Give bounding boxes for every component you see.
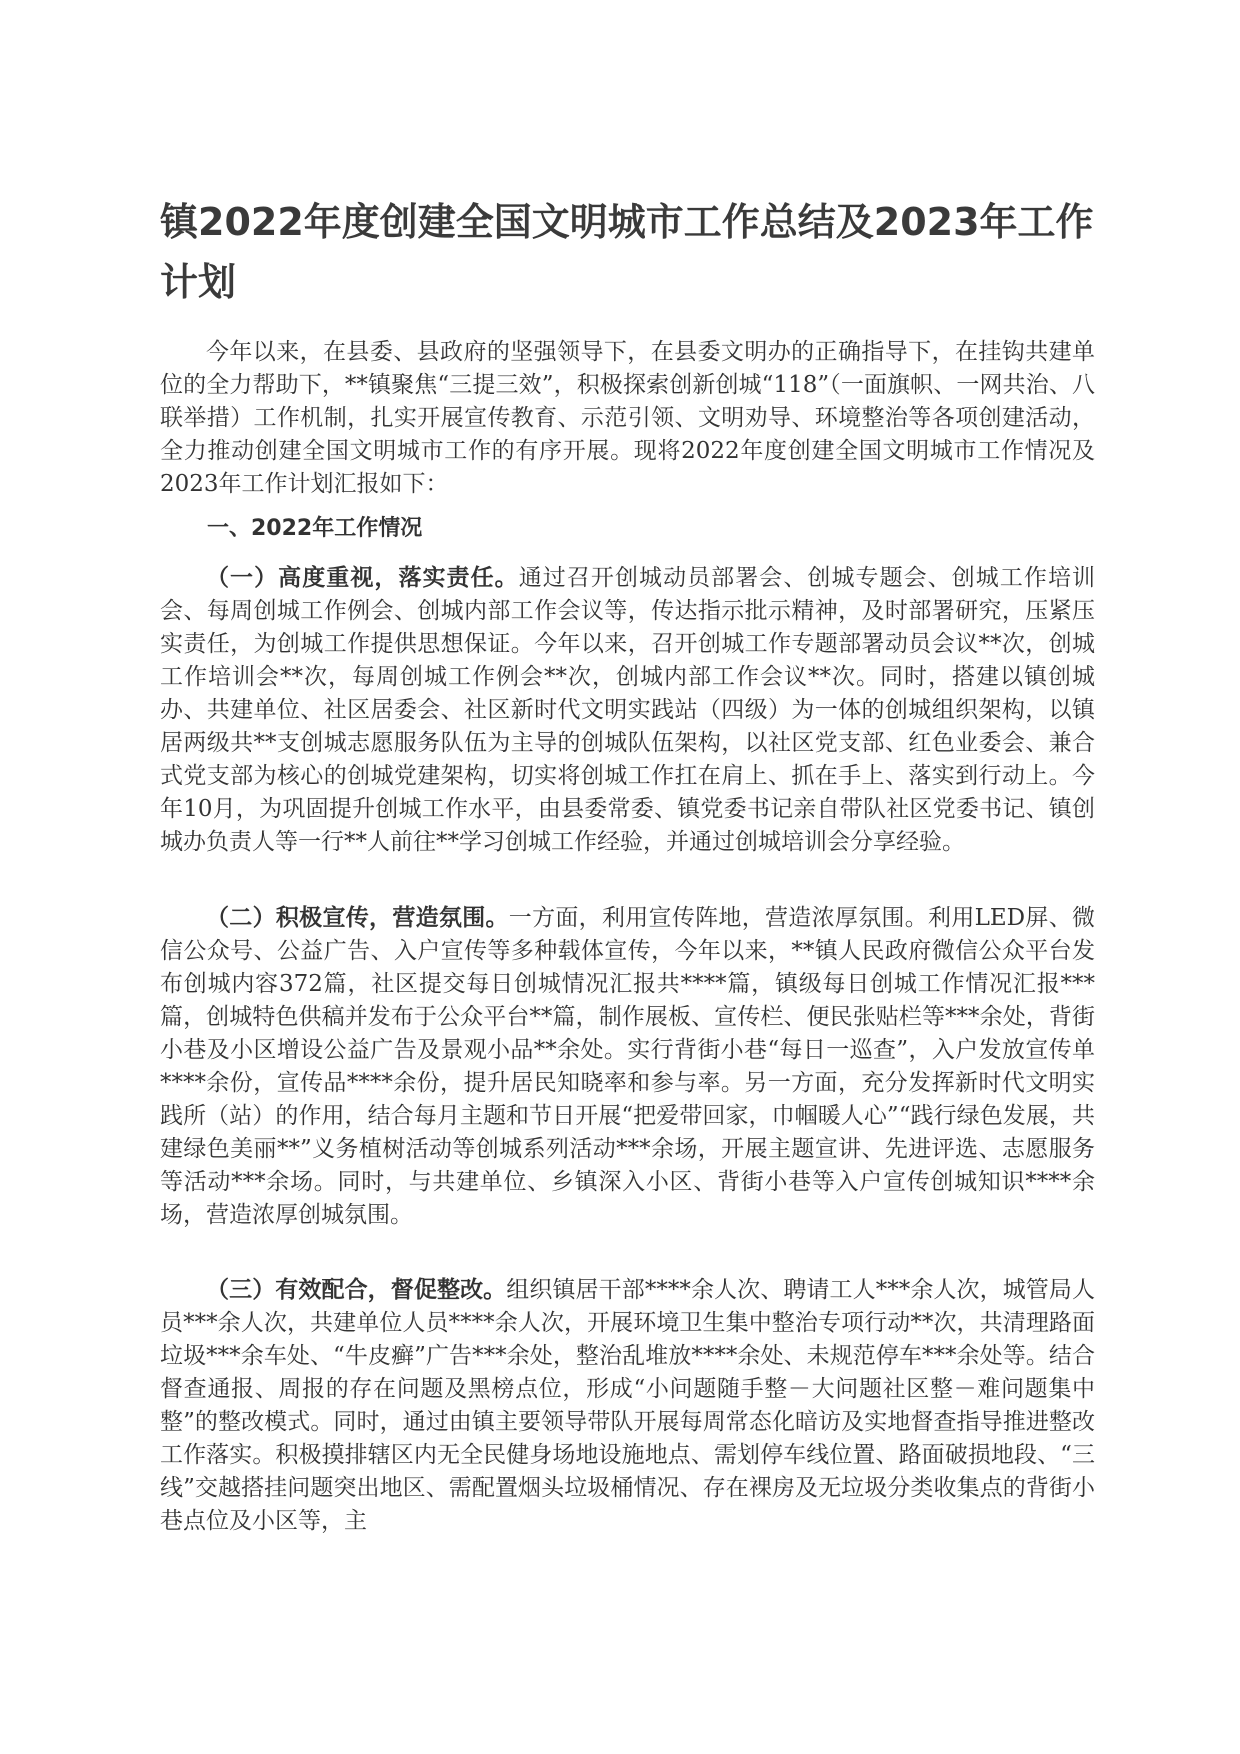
document-title: 镇2022年度创建全国文明城市工作总结及2023年工作计划	[160, 200, 1094, 304]
paragraph-responsibility	[160, 562, 1095, 859]
paragraph-rectification	[160, 1274, 1095, 1538]
section-heading: 一、2022年工作情况	[207, 516, 423, 541]
paragraph-lead: （三）有效配合，督促整改。	[206, 1277, 507, 1303]
intro-paragraph: 今年以来，在县委、县政府的坚强领导下，在县委文明办的正确指导下，在挂钩共建单位的全力帮助下，**镇聚焦“三提三效”，积极探索创新创城“118”（一面旗帜、一网共治、八联举措）工作机制，扎实开展宣传教育、示范引领、文明劝导、环境整治等各项创建活动，全力推动创建全国文明城市工作的有序开展。现将2022年度创建全国文明城市工作情况及2023年工作计划汇报如下：	[160, 339, 1095, 497]
paragraph-text: 组织镇居干部****余人次、聘请工人***余人次，城管局人员***余人次，共建单位人员****余人次，开展环境卫生集中整治专项行动**次，共清理路面垃圾***余车处、“牛皮癣”广告***余处，整治乱堆放****余处、未规范停车***余处等。结合督查通报、周报的存在问题及黑榜点位，形成“小问题随手整－大问题社区整－难问题集中整”的整改模式。同时，通过由镇主要领导带队开展每周常态化暗访及实地督查指导推进整改工作落实。积极摸排辖区内无全民健身场地设施地点、需划停车线位置、路面破损地段、“三线”交越搭挂问题突出地区、需配置烟头垃圾桶情况、存在裸房及无垃圾分类收集点的背街小巷点位及小区等，主	[160, 1277, 1096, 1534]
paragraph-lead: （二）积极宣传，营造氛围。	[206, 905, 509, 931]
paragraph-lead: （一）高度重视，落实责任。	[206, 565, 519, 591]
paragraph-text: 通过召开创城动员部署会、创城专题会、创城工作培训会、每周创城工作例会、创城内部工作会议等，传达指示批示精神，及时部署研究，压紧压实责任，为创城工作提供思想保证。今年以来，召开创城工作专题部署动员会议**次，创城工作培训会**次，每周创城工作例会**次，创城内部工作会议**次。同时，搭建以镇创城办、共建单位、社区居委会、社区新时代文明实践站（四级）为一体的创城组织架构，以镇居两级共**支创城志愿服务队伍为主导的创城队伍架构，以社区党支部、红色业委会、兼合式党支部为核心的创城党建架构，切实将创城工作扛在肩上、抓在手上、落实到行动上。今年10月，为巩固提升创城工作水平，由县委常委、镇党委书记亲自带队社区党委书记、镇创城办负责人等一行**人前往**学习创城工作经验，并通过创城培训会分享经验。	[160, 565, 1096, 855]
paragraph-publicity	[160, 902, 1095, 1232]
paragraph-text: 一方面，利用宣传阵地，营造浓厚氛围。利用LED屏、微信公众号、公益广告、入户宣传等多种载体宣传，今年以来，**镇人民政府微信公众平台发布创城内容372篇，社区提交每日创城情况汇报共****篇，镇级每日创城工作情况汇报***篇，创城特色供稿并发布于公众平台**篇，制作展板、宣传栏、便民张贴栏等***余处，背街小巷及小区增设公益广告及景观小品**余处。实行背街小巷“每日一巡查”，入户发放宣传单****余份，宣传品****余份，提升居民知晓率和参与率。另一方面，充分发挥新时代文明实践所（站）的作用，结合每月主题和节日开展“把爱带回家，巾帼暖人心”“践行绿色发展，共建绿色美丽**”义务植树活动等创城系列活动***余场，开展主题宣讲、先进评选、志愿服务等活动***余场。同时，与共建单位、乡镇深入小区、背街小巷等入户宣传创城知识****余场，营造浓厚创城氛围。	[160, 905, 1095, 1228]
